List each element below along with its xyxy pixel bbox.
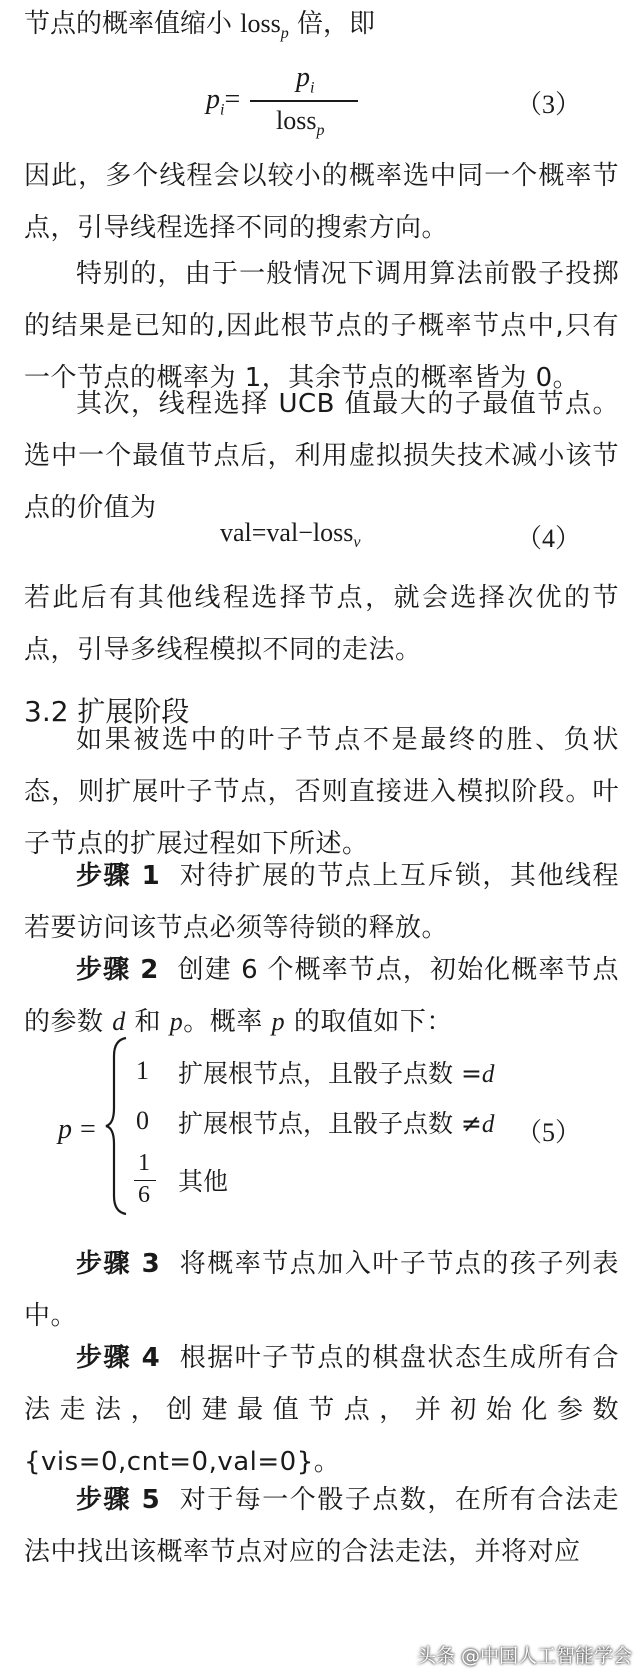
eq5-number: （5） <box>516 1118 582 1147</box>
eq3-lhs-var: p <box>206 84 220 115</box>
eq5-case3-fraction-bar <box>134 1180 156 1181</box>
step-1-label: 步骤 1 <box>76 861 161 891</box>
step-1-text: 对待扩展的节点上互斥锁，其他线程若要访问该节点必须等待锁的释放。 <box>24 861 619 943</box>
step-5-label: 步骤 5 <box>76 1485 161 1515</box>
eq4-sub: v <box>353 534 361 552</box>
eq4-text: val=val−loss <box>220 518 354 547</box>
step-5 <box>24 1474 619 1578</box>
eq3-equals: = <box>224 84 241 115</box>
eq5-case2-value: 0 <box>136 1106 149 1135</box>
loss-subscript: p <box>280 25 289 43</box>
eq5-left-brace <box>104 1036 130 1216</box>
loss-symbol: loss <box>240 9 281 38</box>
step-2-text-c: 。概率 <box>183 1007 272 1037</box>
step-2-text-b: 和 <box>125 1007 170 1037</box>
eq3-fraction-bar <box>250 100 358 102</box>
paragraph-1: 因此，多个线程会以较小的概率选中同一个概率节点，引导线程选择不同的搜索方向。 <box>24 161 619 243</box>
eq5-case1-value: 1 <box>136 1056 149 1085</box>
step-2-text-a: 创建 6 个概率节点，初始化概率节点的参数 <box>24 955 619 1037</box>
step-3-text: 将概率节点加入叶子节点的孩子列表中。 <box>24 1249 619 1331</box>
source-watermark: 头条 @中国人工智能学会 <box>416 1645 632 1667</box>
eq5-case3-denominator: 6 <box>138 1182 150 1208</box>
step-2-var-p: p <box>169 1007 184 1036</box>
eq5-case2-text: 扩展根节点，且骰子点数 ≠ <box>178 1109 482 1138</box>
eq3-lhs <box>206 82 240 120</box>
step-3 <box>24 1238 619 1342</box>
eq5-case1-var: d <box>481 1061 495 1088</box>
section-heading: 3.2 扩展阶段 <box>24 695 190 728</box>
eq5-case3-text: 其他 <box>178 1167 229 1196</box>
step-2-var-d: d <box>112 1007 126 1036</box>
step-4 <box>24 1332 619 1488</box>
eq5-case2-condition <box>178 1104 494 1140</box>
eq3-lhs-sub: i <box>220 101 225 119</box>
step-1 <box>24 850 619 954</box>
step-2-label: 步骤 2 <box>76 955 159 985</box>
eq3-den-sub: p <box>316 122 325 140</box>
step-2-var-p2: p <box>271 1007 286 1036</box>
step-2-text-d: 的取值如下： <box>285 1007 453 1037</box>
eq5-case1-condition <box>178 1054 494 1090</box>
eq5-case3-numerator: 1 <box>138 1150 150 1176</box>
eq5-lhs <box>58 1112 96 1146</box>
eq5-case2-var: d <box>481 1111 495 1138</box>
intro-text-end: 倍，即 <box>288 9 375 39</box>
eq5-equals: = <box>80 1114 96 1145</box>
step-4-label: 步骤 4 <box>76 1343 161 1373</box>
eq3-num-var: p <box>296 62 310 93</box>
paragraph-5: 如果被选中的叶子节点不是最终的胜、负状态，则扩展叶子节点，否则直接进入模拟阶段。叶子节点的扩展过程如下所述。 <box>24 725 619 859</box>
eq4-number: （4） <box>516 524 582 553</box>
eq3-den-text: loss <box>276 106 317 135</box>
paragraph-4: 若此后有其他线程选择节点，就会选择次优的节点，引导多线程模拟不同的走法。 <box>24 583 619 665</box>
paragraph-2: 特别的，由于一般情况下调用算法前骰子投掷的结果是已知的,因此根节点的子概率节点中,只有一个节点的概率为 1，其余节点的概率皆为 0。 <box>24 259 619 393</box>
eq3-num-sub: i <box>310 79 315 97</box>
step-5-text: 对于每一个骰子点数，在所有合法走法中找出该概率节点对应的合法走法，并将对应 <box>24 1485 619 1567</box>
intro-line <box>24 4 375 54</box>
eq3-number: （3） <box>516 90 582 119</box>
step-2 <box>24 944 619 1048</box>
eq5-case1-text: 扩展根节点，且骰子点数 = <box>178 1059 482 1088</box>
eq5-lhs-var: p <box>58 1114 72 1145</box>
intro-text: 节点的概率值缩小 <box>24 9 241 39</box>
step-4-text: 根据叶子节点的棋盘状态生成所有合法走法，创建最值节点，并初始化参数 {vis=0,cnt=0,val=0}。 <box>24 1343 619 1477</box>
step-3-label: 步骤 3 <box>76 1249 161 1279</box>
eq3-numerator <box>296 60 314 98</box>
eq4-expression <box>220 518 360 552</box>
eq3-denominator <box>276 106 324 140</box>
paragraph-3: 其次，线程选择 UCB 值最大的子最值节点。选中一个最值节点后，利用虚拟损失技术减小该节点的价值为 <box>24 389 619 523</box>
